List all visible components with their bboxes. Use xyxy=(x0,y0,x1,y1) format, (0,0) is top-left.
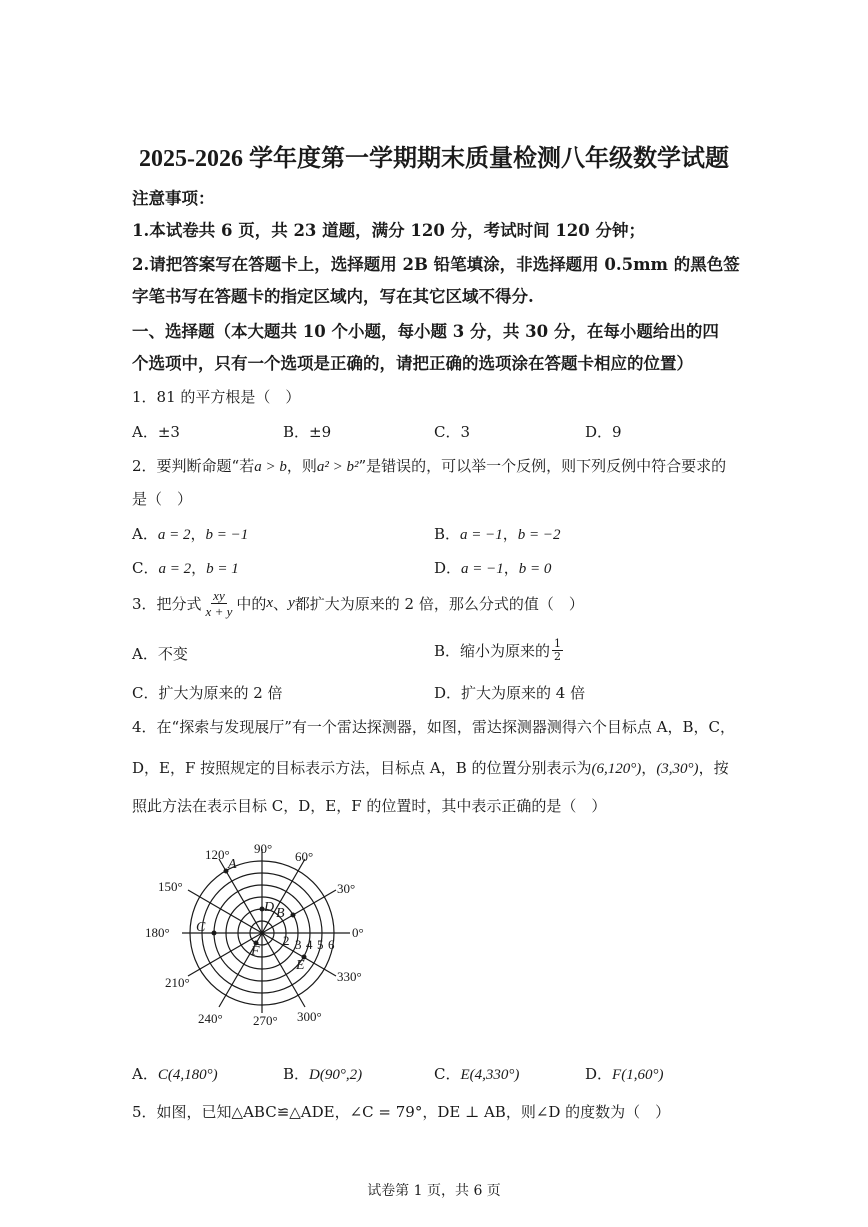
q4-option-a-expr: C(4,180°) xyxy=(157,1067,218,1083)
q3-separator: 、 xyxy=(273,595,289,613)
q4-option-b-label: B． xyxy=(283,1065,310,1083)
q4-stem-line3: 照此方法在表示目标 C，D，E，F 的位置时，其中表示正确的是（ ） xyxy=(132,797,607,815)
q2-stem-part-a: 2．要判断命题“若 xyxy=(132,457,255,475)
q4-coord-b: (3,30°) xyxy=(656,761,699,777)
q1-option-c[interactable]: C．3 xyxy=(434,423,471,441)
q3-option-c[interactable]: C．扩大为原来的 2 倍 xyxy=(132,684,283,702)
radar-angle-300: 300° xyxy=(297,1009,322,1024)
radar-angle-60: 60° xyxy=(295,849,314,864)
q3-option-b-fraction-num: 1 xyxy=(554,637,562,650)
q2-option-c-value-b: b = 1 xyxy=(206,561,239,577)
q4-option-b[interactable] xyxy=(283,1063,362,1084)
q2-option-c-value-a: a = 2 xyxy=(158,561,192,577)
q4-option-a[interactable] xyxy=(132,1063,218,1084)
q2-stem-part-c: ”是错误的，可以举一个反例，则下列反例中符合要求的 xyxy=(358,457,727,475)
q2-stem-line2: 是（ ） xyxy=(132,490,193,508)
radar-ring-label-5: 5 xyxy=(317,937,324,952)
q2-option-d-value-a: a = −1 xyxy=(461,561,504,577)
q3-option-b-label: B．缩小为原来的 xyxy=(434,642,551,660)
q4-option-d-expr: F(1,60°) xyxy=(612,1067,664,1083)
q2-option-c[interactable]: C．a = 2，b = 1 xyxy=(132,559,239,577)
radar-label-e: E xyxy=(296,958,305,973)
radar-ring-label-2: 2 xyxy=(283,933,290,948)
radar-angle-330: 330° xyxy=(337,969,362,984)
q3-stem-part-b: 中的 xyxy=(236,595,267,613)
q3-var-x: x xyxy=(266,595,274,611)
radar-ring-label-4: 4 xyxy=(306,937,313,952)
radar-label-d: D xyxy=(264,900,275,915)
q4-option-c[interactable] xyxy=(434,1063,519,1084)
radar-angle-150: 150° xyxy=(158,879,183,894)
q2-option-a-label: A． xyxy=(132,525,158,543)
section-heading-line2: 个选项中，只有一个选项是正确的，请把正确的选项涂在答题卡相应的位置） xyxy=(132,354,693,373)
q2-option-d-value-b: b = 0 xyxy=(518,561,552,577)
radar-point-b xyxy=(291,913,296,918)
radar-label-c: C xyxy=(196,920,206,935)
notice-item-2-line2: 字笔书写在答题卡的指定区域内，写在其它区域不得分. xyxy=(132,287,534,306)
q2-option-d[interactable]: D．a = −1，b = 0 xyxy=(434,559,552,577)
q4-coord-a: (6,120°) xyxy=(591,761,642,777)
q4-stem-line2-part-b: ，按 xyxy=(698,759,729,777)
q2-option-c-label: C． xyxy=(132,559,159,577)
q3-option-b-fraction-den: 2 xyxy=(554,650,562,663)
q2-option-d-label: D． xyxy=(434,559,462,577)
radar-label-a: A xyxy=(228,857,237,872)
radar-angle-180: 180° xyxy=(145,925,170,940)
q4-stem-line1: 4．在“探索与发现展厅”有一个雷达探测器，如图，雷达探测器测得六个目标点 A，B，C， xyxy=(132,718,735,736)
q4-option-b-expr: D(90°,2) xyxy=(309,1067,363,1083)
q2-condition-2: a² > b² xyxy=(316,459,359,475)
notice-heading: 注意事项： xyxy=(132,189,215,208)
q2-condition-1: a > b xyxy=(254,459,287,475)
radar-diagram xyxy=(140,835,380,1035)
q3-option-b-fraction xyxy=(552,638,563,663)
radar-ring-label-3: 3 xyxy=(295,937,302,952)
radar-angle-240: 240° xyxy=(198,1011,223,1026)
q2-option-b-label: B． xyxy=(434,525,461,543)
q4-stem-line2-part-a: D，E，F 按照规定的目标表示方法，目标点 A，B 的位置分别表示为 xyxy=(132,759,592,777)
radar-label-b: B xyxy=(276,906,285,921)
q4-option-c-expr: E(4,330°) xyxy=(460,1067,520,1083)
q3-fraction-denominator: x + y xyxy=(205,604,233,619)
q1-option-a[interactable]: A．±3 xyxy=(132,423,180,441)
radar-label-f: F xyxy=(251,944,260,959)
radar-angle-30: 30° xyxy=(337,881,356,896)
q2-option-a-value-a: a = 2 xyxy=(157,527,191,543)
radar-angle-120: 120° xyxy=(205,847,230,862)
q4-option-c-label: C． xyxy=(434,1065,461,1083)
q2-option-b-value-a: a = −1 xyxy=(460,527,503,543)
notice-item-2-line1: 2.请把答案写在答题卡上，选择题用 2B 铅笔填涂，非选择题用 0.5mm 的黑色签 xyxy=(132,255,740,274)
radar-angle-210: 210° xyxy=(165,975,190,990)
q3-var-y: y xyxy=(288,595,295,611)
q3-stem-part-c: 都扩大为原来的 2 倍，那么分式的值（ ） xyxy=(294,595,584,613)
notice-item-1: 1.本试卷共 6 页，共 23 道题，满分 120 分，考试时间 120 分钟； xyxy=(132,221,646,240)
q1-option-b[interactable]: B．±9 xyxy=(283,423,332,441)
radar-angle-270: 270° xyxy=(253,1013,278,1028)
radar-angle-0: 0° xyxy=(352,925,364,940)
q2-option-b-value-b: b = −2 xyxy=(517,527,561,543)
q3-option-a[interactable]: A．不变 xyxy=(132,645,188,663)
q3-fraction xyxy=(204,588,235,619)
q1-stem: 1．81 的平方根是（ ） xyxy=(132,388,301,406)
q2-option-a-value-b: b = −1 xyxy=(205,527,249,543)
q4-option-d-label: D． xyxy=(585,1065,613,1083)
section-heading-line1: 一、选择题（本大题共 10 个小题，每小题 3 分，共 30 分，在每小题给出的四 xyxy=(132,322,719,341)
q2-stem-part-b: ，则 xyxy=(286,457,317,475)
q4-option-a-label: A． xyxy=(132,1065,158,1083)
q3-stem xyxy=(132,588,584,619)
radar-ring-label-6: 6 xyxy=(328,937,335,952)
q4-stem-line2: D，E，F 按照规定的目标表示方法，目标点 A，B 的位置分别表示为(6,120°)，(3,30°)，按 xyxy=(132,759,729,777)
q2-stem-line1 xyxy=(132,455,726,476)
page-title: 2025-2026 学年度第一学期期末质量检测八年级数学试题 xyxy=(139,146,729,172)
q5-stem: 5．如图，已知△ABC≌△ADE，∠C = 79°，DE ⊥ AB，则∠D 的度数为（ ） xyxy=(132,1103,671,1121)
q3-option-b[interactable] xyxy=(434,638,565,663)
q2-option-a[interactable]: A．a = 2，b = −1 xyxy=(132,525,249,543)
page-footer: 试卷第 1 页，共 6 页 xyxy=(367,1183,501,1199)
q1-option-d[interactable]: D．9 xyxy=(585,423,622,441)
q4-option-d[interactable] xyxy=(585,1063,663,1084)
radar-angle-90: 90° xyxy=(254,841,273,856)
q3-option-d[interactable]: D．扩大为原来的 4 倍 xyxy=(434,684,586,702)
q2-option-b[interactable]: B．a = −1，b = −2 xyxy=(434,525,561,543)
radar-point-c xyxy=(212,931,217,936)
q3-fraction-numerator: xy xyxy=(213,588,225,603)
q3-stem-part-a: 3．把分式 xyxy=(132,595,202,613)
